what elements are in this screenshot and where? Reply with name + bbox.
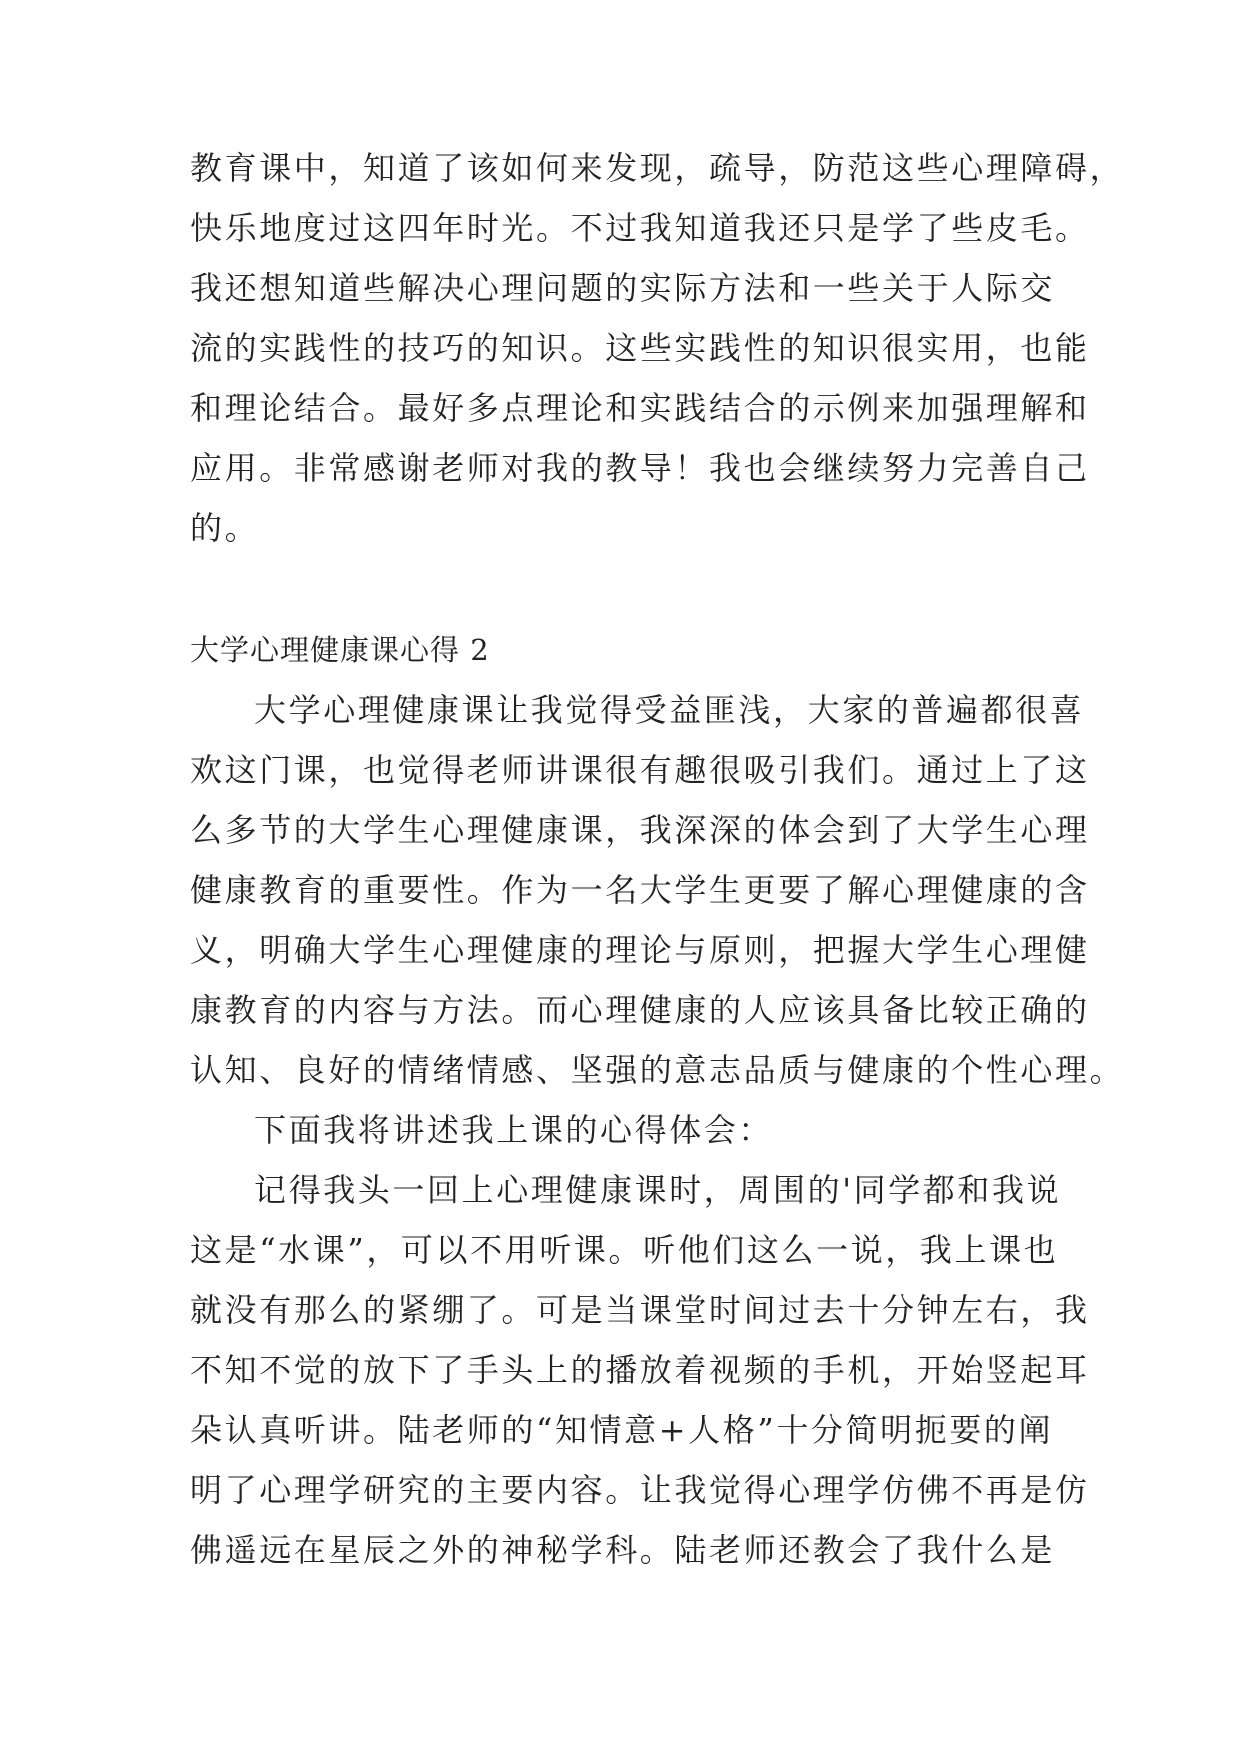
body-line: 教育课中，知道了该如何来发现，疏导，防范这些心理障碍， xyxy=(190,149,1125,187)
body-line: 这是“水课”，可以不用听课。听他们这么一说，我上课也 xyxy=(190,1231,1059,1269)
body-line: 就没有那么的紧绷了。可是当课堂时间过去十分钟左右，我 xyxy=(190,1291,1090,1329)
body-line: 义，明确大学生心理健康的理论与原则，把握大学生心理健 xyxy=(190,931,1090,969)
body-line: 么多节的大学生心理健康课，我深深的体会到了大学生心理 xyxy=(190,811,1090,849)
body-line: 欢这门课，也觉得老师讲课很有趣很吸引我们。通过上了这 xyxy=(190,751,1090,789)
body-line: 快乐地度过这四年时光。不过我知道我还只是学了些皮毛。 xyxy=(190,209,1090,247)
body-line: 明了心理学研究的主要内容。让我觉得心理学仿佛不再是仿 xyxy=(190,1471,1090,1509)
body-line: 康教育的内容与方法。而心理健康的人应该具备比较正确的 xyxy=(190,991,1090,1029)
body-line: 朵认真听讲。陆老师的“知情意+人格”十分简明扼要的阐 xyxy=(190,1411,1054,1449)
body-line: 不知不觉的放下了手头上的播放着视频的手机，开始竖起耳 xyxy=(190,1351,1090,1389)
body-line: 流的实践性的技巧的知识。这些实践性的知识很实用，也能 xyxy=(190,329,1090,367)
body-line: 和理论结合。最好多点理论和实践结合的示例来加强理解和 xyxy=(190,389,1090,427)
body-line: 我还想知道些解决心理问题的实际方法和一些关于人际交 xyxy=(190,269,1056,307)
body-line: 应用。非常感谢老师对我的教导！我也会继续努力完善自己 xyxy=(190,449,1090,487)
paragraph-first-line: 下面我将讲述我上课的心得体会： xyxy=(254,1111,774,1149)
paragraph-first-line: 记得我头一回上心理健康课时，周围的'同学都和我说 xyxy=(254,1171,1062,1209)
paragraph-first-line: 大学心理健康课让我觉得受益匪浅，大家的普遍都很喜 xyxy=(254,691,1085,729)
body-line: 认知、良好的情绪情感、坚强的意志品质与健康的个性心理。 xyxy=(190,1051,1125,1089)
section-heading: 大学心理健康课心得 2 xyxy=(190,633,490,667)
body-line: 的。 xyxy=(190,509,260,547)
body-line: 健康教育的重要性。作为一名大学生更要了解心理健康的含 xyxy=(190,871,1090,909)
body-line: 佛遥远在星辰之外的神秘学科。陆老师还教会了我什么是 xyxy=(190,1531,1056,1569)
